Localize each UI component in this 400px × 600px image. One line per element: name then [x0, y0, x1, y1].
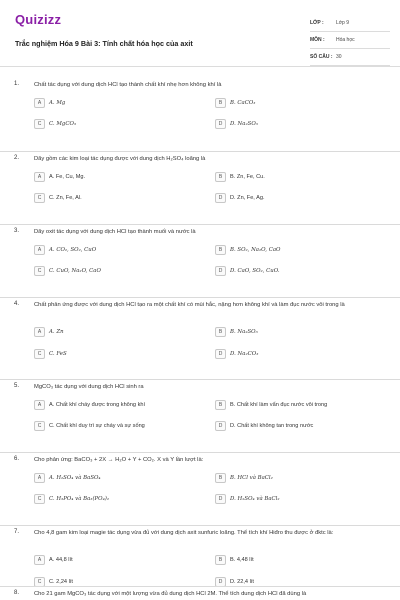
question-number: 3.: [14, 228, 20, 234]
header-divider: [0, 66, 400, 67]
option-c[interactable]: [34, 192, 82, 204]
option-a[interactable]: [34, 97, 65, 109]
question-list: [0, 78, 400, 600]
option-text: D. Na₂SO₃: [230, 121, 258, 127]
worksheet-header: [0, 0, 400, 66]
option-text: C. H₃PO₄ và Ba₃(PO₄)₂: [49, 496, 110, 502]
option-d[interactable]: [215, 493, 280, 505]
option-text: D. 22,4 lít: [230, 579, 254, 585]
option-text: C. Chất khí duy trì sự cháy và sự sống: [49, 423, 145, 429]
option-b[interactable]: [215, 244, 280, 256]
option-text: B. Zn, Fe, Cu.: [230, 174, 265, 180]
meta-label: SỐ CÂU :: [310, 54, 333, 60]
question-number: 5.: [14, 383, 20, 389]
option-letter-box: B: [215, 172, 226, 182]
question-text: MgCO₃ tác dụng với dung dịch HCl sinh ra: [34, 384, 144, 390]
option-letter-box: A: [34, 400, 45, 410]
question-text: Cho 4,8 gam kim loại magie tác dụng vừa đủ với dung dịch axit sunfuric loãng. Thể tích khí Hiđro thu được ở đktc là:: [34, 530, 334, 536]
question-text: Dãy oxit tác dụng với dung dịch HCl tạo thành muối và nước là: [34, 229, 196, 235]
option-letter-box: A: [34, 172, 45, 182]
option-letter-box: D: [215, 193, 226, 203]
option-d[interactable]: [215, 192, 265, 204]
option-letter-box: B: [215, 473, 226, 483]
option-a[interactable]: [34, 554, 73, 566]
option-letter-box: B: [215, 555, 226, 565]
option-letter-box: D: [215, 266, 226, 276]
option-letter-box: D: [215, 494, 226, 504]
option-letter-box: C: [34, 577, 45, 587]
option-text: C. 2,24 lít: [49, 579, 73, 585]
option-text: D. CaO, SO₂, CuO.: [230, 268, 280, 274]
question-text: Dãy gồm các kim loại tác dụng được với dung dịch H₂SO₄ loãng là: [34, 156, 206, 162]
meta-value: Lớp 9: [336, 20, 350, 26]
option-text: C. FeS: [49, 351, 67, 357]
option-text: C. MgCO₃: [49, 121, 77, 127]
option-text: C. CuO, Na₂O, CaO: [49, 268, 101, 274]
option-letter-box: C: [34, 349, 45, 359]
option-text: B. CaCO₃: [230, 100, 256, 106]
option-letter-box: C: [34, 421, 45, 431]
option-text: A. CO₂, SO₂, CuO: [49, 247, 97, 253]
question-text: Chất tác dụng với dung dịch HCl tạo thành chất khí nhẹ hơn không khí là: [34, 82, 222, 88]
option-c[interactable]: [34, 118, 76, 130]
option-letter-box: B: [215, 400, 226, 410]
meta-value: 30: [336, 54, 342, 60]
question-text: Cho 21 gam MgCO₃ tác dụng với một lượng vừa đủ dung dịch HCl 2M. Thể tích dung dịch HCl đã dùng là: [34, 591, 307, 597]
option-b[interactable]: [215, 97, 255, 109]
option-letter-box: C: [34, 119, 45, 129]
question-number: 2.: [14, 155, 20, 161]
option-b[interactable]: [215, 326, 258, 338]
option-b[interactable]: [215, 171, 265, 183]
option-text: D. H₂SO₄ và BaCl₂: [230, 496, 280, 502]
question-3: [0, 224, 400, 297]
option-text: B. Chất khí làm vẩn đục nước vôi trong: [230, 402, 328, 408]
option-letter-box: A: [34, 98, 45, 108]
option-c[interactable]: [34, 493, 109, 505]
question-6: [0, 452, 400, 525]
option-text: A. Mg: [49, 100, 66, 106]
option-text: A. 44,8 lít: [49, 557, 73, 563]
option-text: A. Zn: [49, 329, 64, 335]
option-c[interactable]: [34, 420, 145, 432]
question-8: [0, 586, 400, 600]
option-d[interactable]: [215, 118, 258, 130]
option-d[interactable]: [215, 348, 258, 360]
option-d[interactable]: [215, 265, 280, 277]
option-text: D. Na₂CO₃: [230, 351, 259, 357]
option-d[interactable]: [215, 420, 313, 432]
question-5: [0, 379, 400, 452]
option-letter-box: D: [215, 349, 226, 359]
question-number: 8.: [14, 590, 20, 596]
option-text: A. H₂SO₄ và BaSO₄: [49, 475, 101, 481]
option-text: B. HCl và BaCl₂: [230, 475, 273, 481]
option-a[interactable]: [34, 244, 96, 256]
option-text: A. Fe, Cu, Mg.: [49, 174, 86, 180]
option-letter-box: D: [215, 577, 226, 587]
option-letter-box: C: [34, 266, 45, 276]
question-number: 4.: [14, 301, 20, 307]
option-a[interactable]: [34, 171, 85, 183]
option-text: D. Chất khí không tan trong nước: [230, 423, 314, 429]
option-letter-box: A: [34, 245, 45, 255]
option-letter-box: B: [215, 327, 226, 337]
question-text: Chất phản ứng được với dung dịch HCl tạo ra một chất khí có mùi hắc, nặng hơn không khí và làm đục nước vôi trong là: [34, 302, 345, 308]
option-letter-box: A: [34, 555, 45, 565]
option-a[interactable]: [34, 472, 101, 484]
option-a[interactable]: [34, 399, 145, 411]
option-letter-box: A: [34, 327, 45, 337]
question-number: 1.: [14, 81, 20, 87]
option-letter-box: D: [215, 421, 226, 431]
option-c[interactable]: [34, 348, 67, 360]
question-1: [0, 78, 400, 151]
meta-label: MÔN :: [310, 37, 325, 43]
meta-table: [310, 15, 390, 66]
option-text: C. Zn, Fe, Al.: [49, 195, 82, 201]
option-letter-box: B: [215, 98, 226, 108]
option-b[interactable]: [215, 399, 327, 411]
option-letter-box: A: [34, 473, 45, 483]
meta-label: LỚP :: [310, 20, 324, 26]
meta-row-count: [310, 49, 390, 66]
meta-row-subject: [310, 32, 390, 49]
quizizz-logo: Quizizz: [15, 12, 62, 27]
question-number: 7.: [14, 529, 20, 535]
option-letter-box: B: [215, 245, 226, 255]
option-text: B. 4,48 lít: [230, 557, 254, 563]
meta-row-class: [310, 15, 390, 32]
option-text: A. Chất khí cháy được trong không khí: [49, 402, 146, 408]
meta-value: Hóa học: [336, 37, 355, 43]
option-letter-box: C: [34, 494, 45, 504]
option-text: B. Na₂SO₃: [230, 329, 258, 335]
option-a[interactable]: [34, 326, 64, 338]
option-letter-box: D: [215, 119, 226, 129]
question-4: [0, 297, 400, 379]
question-2: [0, 151, 400, 224]
question-number: 6.: [14, 456, 20, 462]
option-text: D. Zn, Fe, Ag.: [230, 195, 265, 201]
page-title: Trắc nghiệm Hóa 9 Bài 3: Tính chất hóa học của axit: [15, 39, 193, 48]
option-text: B. SO₂, Na₂O, CaO: [230, 247, 281, 253]
option-b[interactable]: [215, 554, 254, 566]
option-b[interactable]: [215, 472, 273, 484]
question-text: Cho phản ứng: BaCO₃ + 2X → H₂O + Y + CO₂. X và Y lần lượt là:: [34, 457, 204, 463]
option-letter-box: C: [34, 193, 45, 203]
option-c[interactable]: [34, 265, 101, 277]
